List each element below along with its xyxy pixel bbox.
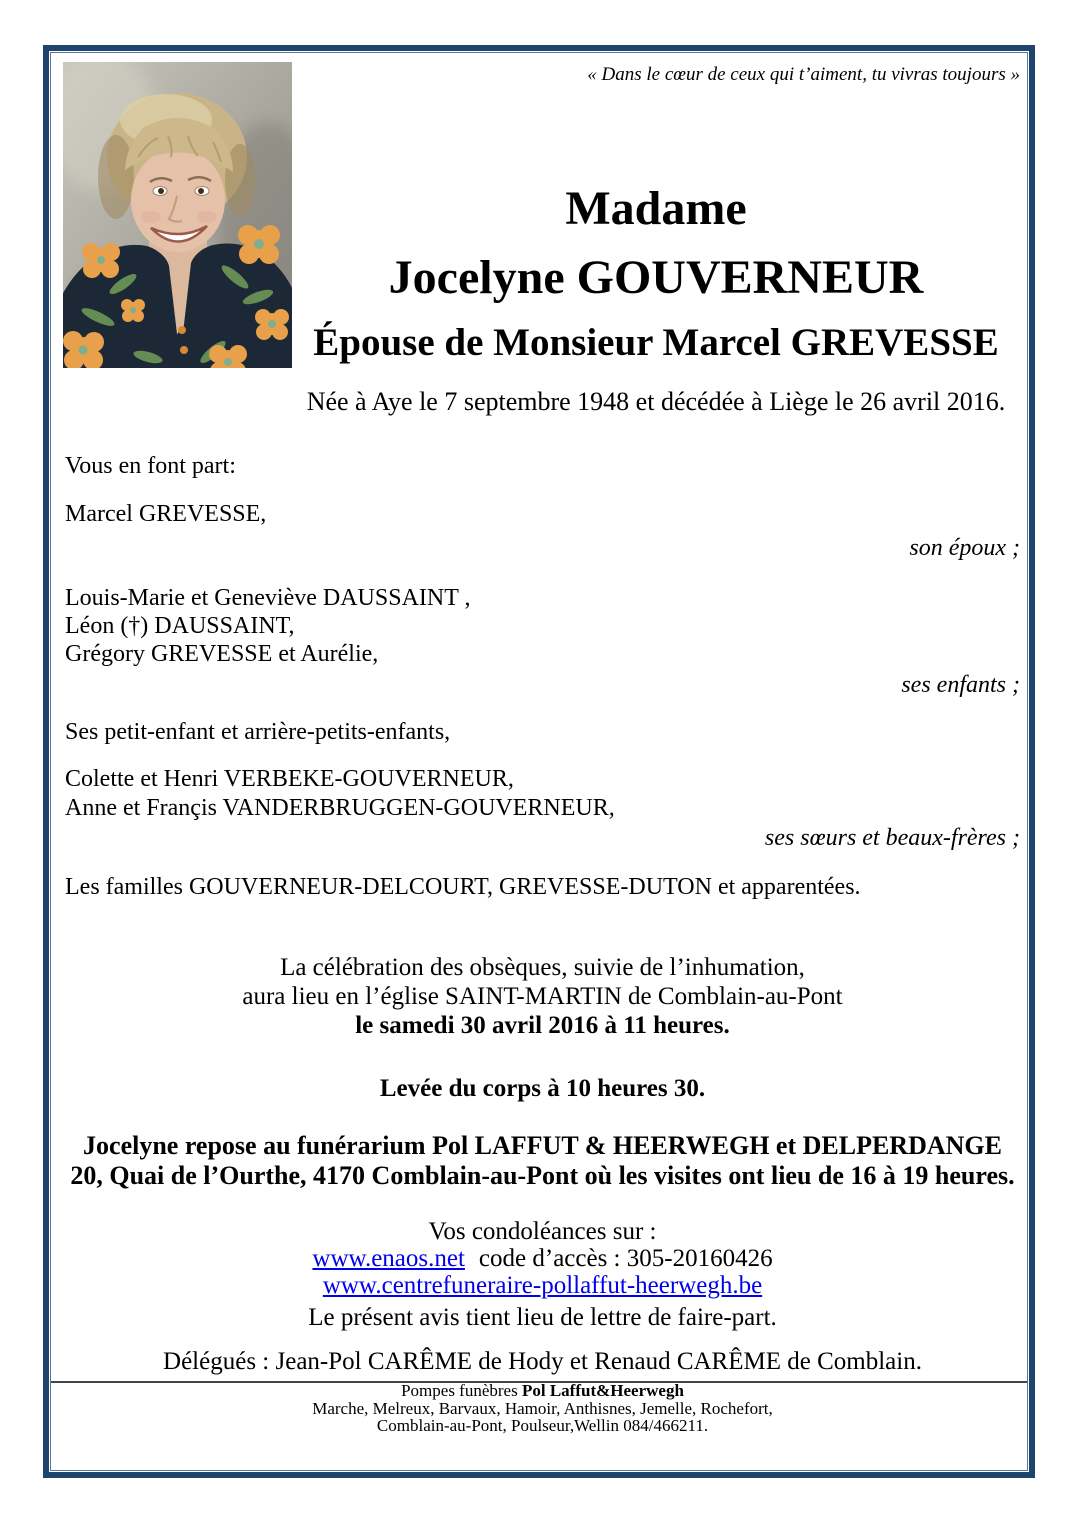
- ceremony-line: La célébration des obsèques, suivie de l’inhumation,: [280, 954, 805, 981]
- deceased-name: Jocelyne GOUVERNEUR: [388, 251, 924, 304]
- condolences-block: [65, 1218, 1020, 1299]
- footer-block: [65, 1382, 1020, 1435]
- relation-label-spouse: son époux ;: [909, 535, 1020, 561]
- access-code: code d’accès : 305-20160426: [478, 1245, 773, 1272]
- header-block: [292, 182, 1020, 417]
- condolences-funeraire-line: [65, 1272, 1020, 1299]
- funeral-home-prefix: Pompes funèbres: [401, 1381, 522, 1400]
- notice-line: Le présent avis tient lieu de lettre de faire-part.: [308, 1304, 777, 1331]
- enaos-link[interactable]: www.enaos.net: [312, 1245, 465, 1272]
- ceremony-line: aura lieu en l’église SAINT-MARTIN de Comblain-au-Pont: [242, 983, 843, 1010]
- intro-line: Vous en font part:: [65, 453, 236, 479]
- birth-death-line: Née à Aye le 7 septembre 1948 et décédée à Liège le 26 avril 2016.: [306, 387, 1006, 416]
- funeral-home-locations-1: Marche, Melreux, Barvaux, Hamoir, Anthisnes, Jemelle, Rochefort,: [312, 1398, 773, 1418]
- condolences-heading: Vos condoléances sur :: [428, 1218, 657, 1245]
- mourner-group-sisters: [65, 765, 1020, 823]
- mourner-line: Louis-Marie et Geneviève DAUSSAINT ,: [65, 585, 471, 611]
- page-border-frame: [43, 45, 1035, 1478]
- repose-line: Jocelyne repose au funérarium Pol LAFFUT & HEERWEGH et DELPERDANGE: [83, 1131, 1002, 1160]
- portrait-photo: [63, 62, 292, 368]
- repose-block: [65, 1131, 1020, 1191]
- mourner-line: Anne et Françis VANDERBRUGGEN-GOUVERNEUR,: [65, 795, 615, 821]
- mourner-line: Colette et Henri VERBEKE-GOUVERNEUR,: [65, 766, 514, 792]
- families-line: Les familles GOUVERNEUR-DELCOURT, GREVESSE-DUTON et apparentées.: [65, 874, 861, 900]
- spouse-line: Épouse de Monsieur Marcel GREVESSE: [313, 321, 999, 364]
- relation-label-children: ses enfants ;: [901, 672, 1020, 698]
- condolences-enaos-line: [65, 1245, 1020, 1272]
- funeral-home-line: [65, 1382, 1020, 1400]
- mourner-group-children: [65, 584, 1020, 668]
- mourner-line: Léon (†) DAUSSAINT,: [65, 613, 295, 639]
- ceremony-date-line: le samedi 30 avril 2016 à 11 heures.: [355, 1012, 730, 1039]
- levee-line: Levée du corps à 10 heures 30.: [379, 1075, 706, 1102]
- mourner-line: Marcel GREVESSE,: [65, 501, 267, 527]
- mourner-line: Grégory GREVESSE et Aurélie,: [65, 641, 379, 667]
- funeral-home-locations-2: Comblain-au-Pont, Poulseur,Wellin 084/466211.: [376, 1416, 709, 1435]
- funeral-home-name: Pol Laffut&Heerwegh: [521, 1381, 684, 1400]
- centrefuneraire-link[interactable]: www.centrefuneraire-pollaffut-heerwegh.be: [322, 1272, 763, 1299]
- delegates-line: Délégués : Jean-Pol CARÊME de Hody et Renaud CARÊME de Comblain.: [163, 1348, 922, 1375]
- relation-label-sisters: ses sœurs et beaux-frères ;: [764, 825, 1020, 851]
- repose-line: 20, Quai de l’Ourthe, 4170 Comblain-au-Pont où les visites ont lieu de 16 à 19 heures.: [70, 1161, 1015, 1190]
- ceremony-block: [65, 953, 1020, 1040]
- memorial-quote: « Dans le cœur de ceux qui t’aiment, tu vivras toujours »: [587, 64, 1020, 85]
- deceased-title: Madame: [565, 182, 747, 235]
- mourner-line-grandchildren: Ses petit-enfant et arrière-petits-enfants,: [65, 719, 451, 745]
